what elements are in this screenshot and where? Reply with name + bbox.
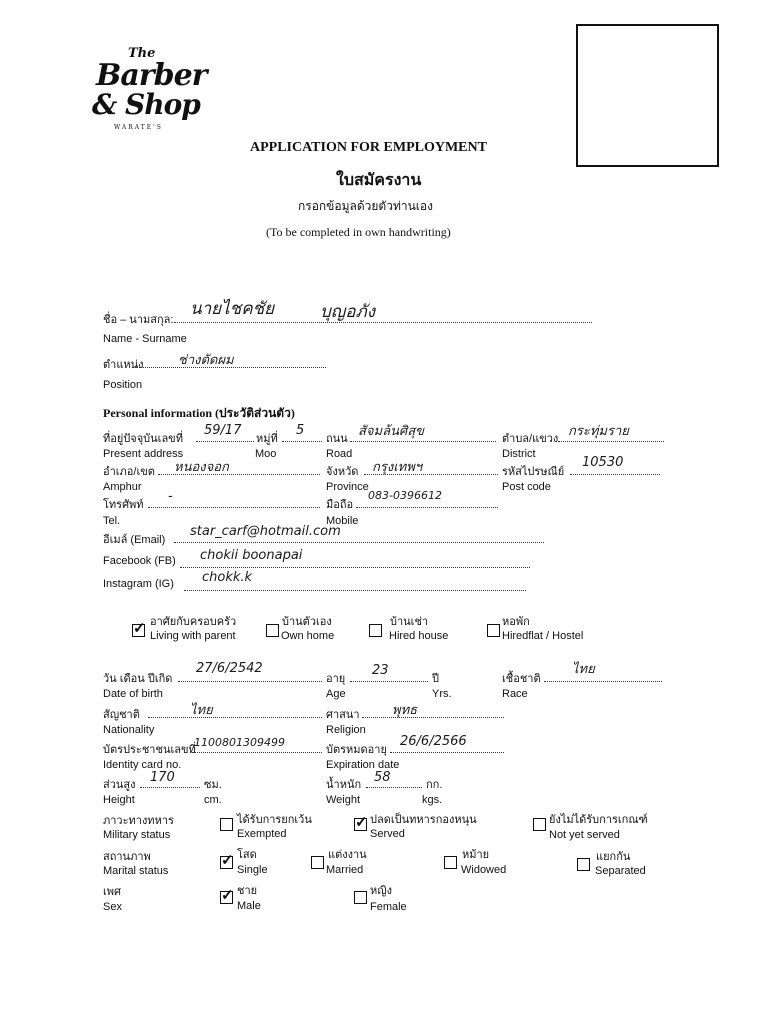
instagram-line[interactable] <box>184 590 526 591</box>
facebook-label: Facebook (FB) <box>103 555 176 567</box>
name-label-th: ชื่อ – นามสกุล: <box>103 314 174 326</box>
military-notyet-en: Not yet served <box>549 829 620 841</box>
road-line[interactable] <box>350 441 496 442</box>
sex-label-en: Sex <box>103 901 122 913</box>
tel-value: - <box>168 489 173 504</box>
moo-line[interactable] <box>282 441 322 442</box>
postcode-line[interactable] <box>570 474 660 475</box>
height-label-th: ส่วนสูง <box>103 779 136 791</box>
position-label-en: Position <box>103 379 143 391</box>
district-line[interactable] <box>558 441 664 442</box>
living-hostel-checkbox[interactable] <box>487 624 500 637</box>
sex-female-en: Female <box>370 901 407 913</box>
military-exempted-th: ได้รับการยกเว้น <box>237 814 312 826</box>
moo-label-th: หมู่ที่ <box>256 433 278 445</box>
personal-info-heading: Personal information (ประวัติส่วนตัว) <box>103 406 295 420</box>
military-served-checkbox[interactable]: ✓ <box>355 814 368 831</box>
age-label-en: Age <box>326 688 346 700</box>
province-value: กรุงเทพฯ <box>372 460 423 475</box>
years-label-th: ปี <box>432 673 439 685</box>
dob-value: 27/6/2542 <box>196 661 263 676</box>
age-label-th: อายุ <box>326 673 346 685</box>
marital-separated-en: Separated <box>595 865 646 877</box>
id-value: 1100801309499 <box>194 736 285 749</box>
province-label-en: Province <box>326 481 369 493</box>
facebook-line[interactable] <box>180 567 530 568</box>
amphur-label-en: Amphur <box>103 481 142 493</box>
nationality-label-th: สัญชาติ <box>103 709 140 721</box>
email-label: อีเมล์ (Email) <box>103 534 166 546</box>
marital-married-th: แต่งงาน <box>328 849 367 861</box>
marital-separated-th: แยกกัน <box>596 851 631 863</box>
amphur-label-th: อำเภอ/เขต <box>103 466 155 478</box>
email-line[interactable] <box>174 542 544 543</box>
mobile-label-en: Mobile <box>326 515 359 527</box>
marital-married-checkbox[interactable] <box>311 856 324 869</box>
postcode-label-en: Post code <box>502 481 551 493</box>
postcode-label-th: รหัสไปรษณีย์ <box>502 466 565 478</box>
nationality-line[interactable] <box>148 717 322 718</box>
military-label-en: Military status <box>103 829 171 841</box>
weight-label-th: น้ำหนัก <box>326 779 362 791</box>
road-label-en: Road <box>326 448 353 460</box>
military-notyet-checkbox[interactable] <box>533 818 546 831</box>
living-hostel-en: Hiredflat / Hostel <box>502 630 584 642</box>
living-hired-th: บ้านเช่า <box>390 616 429 628</box>
name-label-en: Name - Surname <box>103 333 187 345</box>
military-label-th: ภาวะทางทหาร <box>103 815 174 827</box>
expiry-label-en: Expiration date <box>326 759 400 771</box>
id-label-en: Identity card no. <box>103 759 182 771</box>
photo-box[interactable] <box>576 24 719 167</box>
kg-label-en: kgs. <box>422 794 443 806</box>
tel-label-en: Tel. <box>103 515 121 527</box>
position-label-th: ตำแหน่ง <box>103 359 144 371</box>
living-parent-th: อาศัยกับครอบครัว <box>150 616 237 628</box>
tel-line[interactable] <box>148 507 320 508</box>
id-line[interactable] <box>192 752 322 753</box>
address-no-line[interactable] <box>196 441 254 442</box>
living-hired-checkbox[interactable] <box>369 624 382 637</box>
living-parent-en: Living with parent <box>150 630 236 642</box>
marital-widowed-th: หม้าย <box>462 849 490 861</box>
military-exempted-en: Exempted <box>237 828 287 840</box>
living-own-en: Own home <box>281 630 335 642</box>
last-name-value: บุญอภัง <box>320 302 375 322</box>
expiry-line[interactable] <box>390 752 504 753</box>
district-label-en: District <box>502 448 536 460</box>
form-title-en: APPLICATION FOR EMPLOYMENT <box>250 140 487 155</box>
id-label-th: บัตรประชาชนเลขที่ <box>103 744 196 756</box>
sex-label-th: เพศ <box>103 886 121 898</box>
dob-label-en: Date of birth <box>103 688 163 700</box>
marital-widowed-en: Widowed <box>461 864 507 876</box>
marital-separated-checkbox[interactable] <box>577 858 590 871</box>
moo-label-en: Moo <box>255 448 277 460</box>
email-value: star_carf@hotmail.com <box>190 524 341 539</box>
address-label-th: ที่อยู่ปัจจุบันเลขที่ <box>103 433 183 445</box>
living-hostel-th: หอพัก <box>502 616 530 628</box>
road-label-th: ถนน <box>326 433 348 445</box>
position-value: ช่างตัดผม <box>178 353 234 368</box>
marital-single-en: Single <box>237 864 268 876</box>
address-label-en: Present address <box>103 448 184 460</box>
sex-male-th: ชาย <box>237 885 258 897</box>
race-value: ไทย <box>572 662 595 677</box>
sex-male-checkbox[interactable]: ✓ <box>221 887 234 904</box>
province-label-th: จังหวัด <box>326 466 359 478</box>
moo-value: 5 <box>296 423 305 438</box>
height-value: 170 <box>150 770 175 785</box>
height-label-en: Height <box>103 794 135 806</box>
instruction-th: กรอกข้อมูลด้วยตัวท่านเอง <box>298 199 433 213</box>
mobile-value: 083-0396612 <box>368 489 442 502</box>
military-served-th: ปลดเป็นทหารกองหนุน <box>370 814 477 826</box>
marital-widowed-checkbox[interactable] <box>444 856 457 869</box>
district-value: กระทุ่มราย <box>568 424 629 439</box>
nationality-label-en: Nationality <box>103 724 155 736</box>
marital-single-th: โสด <box>237 849 257 861</box>
instruction-en: (To be completed in own handwriting) <box>266 225 451 239</box>
instagram-value: chokk.k <box>202 570 253 585</box>
religion-value: พุทธ <box>392 703 418 718</box>
expiry-label-th: บัตรหมดอายุ <box>326 744 387 756</box>
living-own-th: บ้านตัวเอง <box>282 616 332 628</box>
first-name-value: นายไชคชัย <box>190 299 275 319</box>
age-value: 23 <box>372 663 389 678</box>
weight-line[interactable] <box>366 787 422 788</box>
mobile-line[interactable] <box>356 507 498 508</box>
kg-label-th: กก. <box>426 779 443 791</box>
district-label-th: ตำบล/แขวง <box>502 433 559 445</box>
dob-line[interactable] <box>178 681 322 682</box>
sex-female-checkbox[interactable] <box>354 891 367 904</box>
cm-label-th: ซม. <box>204 779 222 791</box>
military-served-en: Served <box>370 828 405 840</box>
mobile-label-th: มือถือ <box>326 499 354 511</box>
race-line[interactable] <box>544 681 662 682</box>
living-own-checkbox[interactable] <box>266 624 279 637</box>
age-line[interactable] <box>350 681 428 682</box>
nationality-value: ไทย <box>190 703 213 718</box>
weight-label-en: Weight <box>326 794 361 806</box>
facebook-value: chokii boonapai <box>200 548 303 563</box>
cm-label-en: cm. <box>204 794 222 806</box>
race-label-th: เชื้อชาติ <box>502 673 541 685</box>
expiry-value: 26/6/2566 <box>400 734 467 749</box>
weight-value: 58 <box>374 770 391 785</box>
race-label-en: Race <box>502 688 528 700</box>
amphur-value: หนองจอก <box>174 460 229 475</box>
tel-label-th: โทรศัพท์ <box>103 499 144 511</box>
marital-label-th: สถานภาพ <box>103 851 151 863</box>
dob-label-th: วัน เดือน ปีเกิด <box>103 673 173 685</box>
postcode-value: 10530 <box>582 455 624 470</box>
military-notyet-th: ยังไม่ได้รับการเกณฑ์ <box>549 814 648 826</box>
road-value: สัจมล้นศิสุข <box>358 424 425 439</box>
living-hired-en: Hired house <box>389 630 449 642</box>
height-line[interactable] <box>140 787 200 788</box>
marital-single-checkbox[interactable]: ✓ <box>221 852 234 869</box>
address-no-value: 59/17 <box>204 423 242 438</box>
name-line[interactable] <box>174 322 592 323</box>
living-parent-checkbox[interactable]: ✓ <box>133 620 146 637</box>
military-exempted-checkbox[interactable] <box>220 818 233 831</box>
marital-label-en: Marital status <box>103 865 169 877</box>
form-title-th: ใบสมัครงาน <box>336 172 422 189</box>
religion-label-th: ศาสนา <box>326 709 360 721</box>
religion-label-en: Religion <box>326 724 366 736</box>
instagram-label: Instagram (IG) <box>103 578 174 590</box>
years-label-en: Yrs. <box>432 688 452 700</box>
sex-male-en: Male <box>237 900 261 912</box>
marital-married-en: Married <box>326 864 364 876</box>
religion-line[interactable] <box>362 717 504 718</box>
company-logo: The Barber & Shop WARATE'S <box>92 46 207 131</box>
sex-female-th: หญิง <box>370 885 392 897</box>
